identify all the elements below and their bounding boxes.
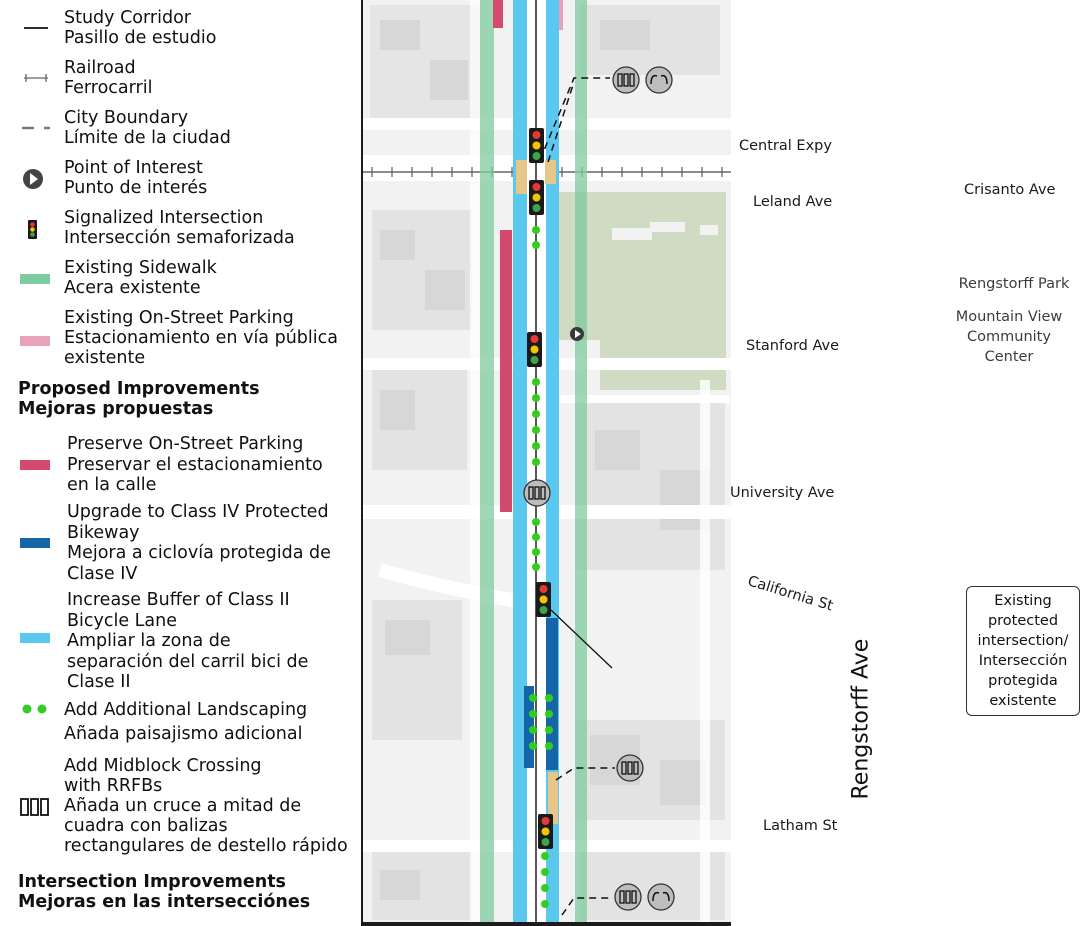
legend-buffer: Increase Buffer of Class II Bicycle Lane Ampliar la zona de separación del carril bici de Clase II <box>0 590 363 692</box>
poi-icon <box>18 168 52 190</box>
street-label-university: University Ave <box>730 485 835 501</box>
boundary-dash-icon <box>18 122 52 134</box>
signal-latham <box>538 814 553 849</box>
street-label-latham: Latham St <box>763 818 838 834</box>
railroad-icon <box>18 72 52 84</box>
legend-proposed-heading: Proposed Improvements Mejoras propuestas <box>18 379 260 419</box>
class4-swatch <box>18 537 52 549</box>
street-label-leland: Leland Ave <box>753 194 833 210</box>
map-canvas <box>363 0 731 926</box>
street-label-stanford: Stanford Ave <box>746 338 840 354</box>
corridor-line-icon <box>18 22 52 34</box>
legend-intersection-heading: Intersection Improvements Mejoras en las intersecciónes <box>18 872 311 912</box>
legend-city-boundary: City Boundary Límite de la ciudad <box>0 108 363 148</box>
street-label-rengstorff: Rengstorff Ave <box>848 638 874 800</box>
existing-protected-intersection-callout: Existing protected intersection/ Intersección protegida existente <box>966 586 1080 716</box>
preserve-parking-segment <box>500 230 512 512</box>
rrfb-crossing-university <box>524 480 550 506</box>
poi-community-center <box>570 327 584 341</box>
rrfb-crossing-icon <box>18 796 52 818</box>
legend-study-corridor: Study Corridor Pasillo de estudio <box>0 8 363 48</box>
street-label-crisanto: Crisanto Ave <box>964 182 1056 198</box>
legend-sidewalk: Existing Sidewalk Acera existente <box>0 258 363 298</box>
legend-midblock: Add Midblock Crossing with RRFBs Añada un cruce a mitad de cuadra con balizas rectangulares de destello rápido <box>0 756 363 860</box>
signal-california <box>536 582 551 617</box>
landscaping-dots-icon <box>18 702 52 716</box>
sidewalk-swatch <box>18 273 52 285</box>
traffic-signal-icon <box>18 217 52 241</box>
map-panel <box>363 0 1070 926</box>
legend-class4: Upgrade to Class IV Protected Bikeway Mejora a ciclovía protegida de Clase IV <box>0 502 363 584</box>
map-legend <box>0 0 363 926</box>
community-center-label: Mountain View Community Center <box>955 309 1063 365</box>
legend-preserve-parking: Preserve On-Street Parking Preservar el estacionamiento en la calle <box>0 434 363 496</box>
signal-stanford <box>527 332 542 367</box>
park-label: Rengstorff Park <box>958 276 1070 292</box>
buffer-lane-west <box>513 0 527 926</box>
legend-landscaping: Add Additional Landscaping Añada paisajismo adicional <box>0 698 363 746</box>
intersection-icon-latham <box>617 755 643 781</box>
sidewalk-west <box>480 0 494 926</box>
parking-swatch <box>18 335 52 347</box>
legend-poi: Point of Interest Punto de interés <box>0 158 363 198</box>
sidewalk-east <box>575 0 587 926</box>
signal-central <box>529 128 544 163</box>
buffer-swatch <box>18 632 52 644</box>
street-label-california: California St <box>745 573 835 615</box>
street-label-central: Central Expy <box>739 138 832 154</box>
legend-signalized: Signalized Intersection Intersección semaforizada <box>0 208 363 248</box>
legend-railroad: Railroad Ferrocarril <box>0 58 363 98</box>
signal-leland <box>529 180 544 215</box>
legend-parking: Existing On-Street Parking Estacionamiento en vía pública existente <box>0 308 363 368</box>
preserve-parking-swatch <box>18 459 52 471</box>
